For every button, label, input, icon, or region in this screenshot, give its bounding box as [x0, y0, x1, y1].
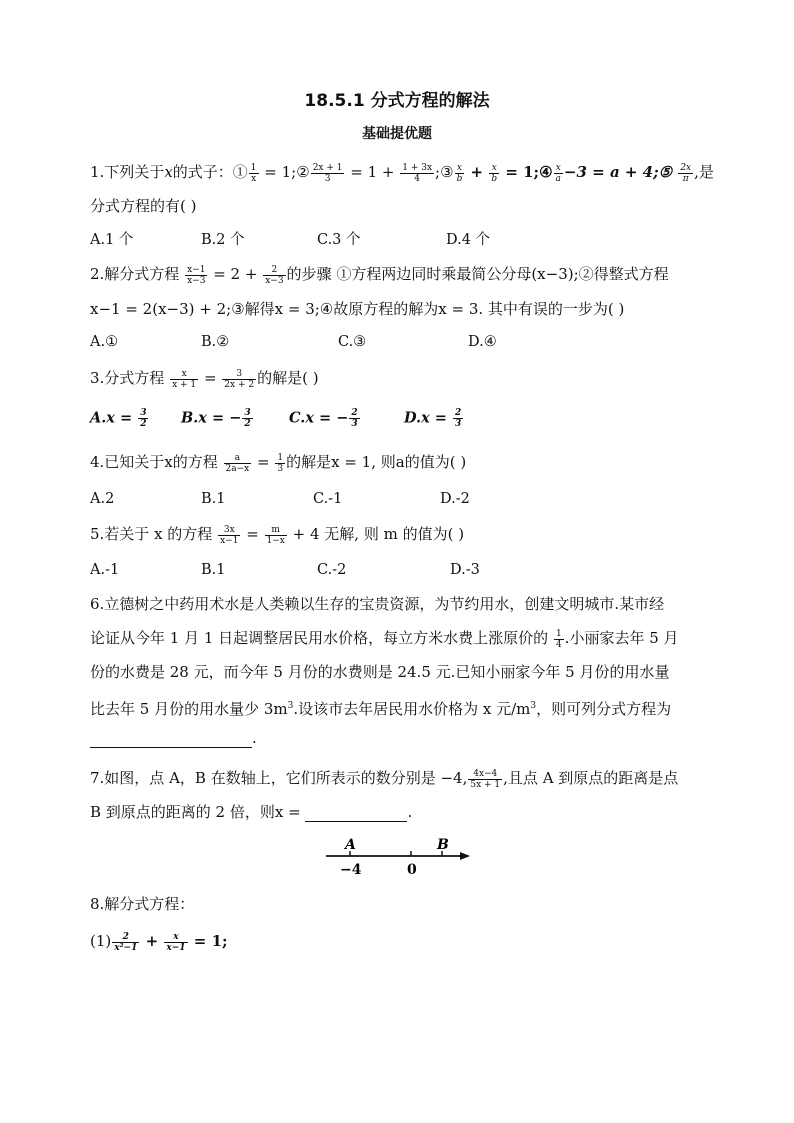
q6-answer-blank[interactable]	[90, 733, 252, 748]
q3-option-b: B.x = − $\frac{3}{2}$	[181, 408, 251, 429]
q3-option-d: D.x = $\frac{2}{3}$	[404, 408, 462, 429]
q1-frac-4: $\frac{x}{b}$	[456, 162, 463, 184]
q1-frac-2: $\frac{2x + 1}{3}$	[312, 162, 343, 184]
page-title: 18.5.1 分式方程的解法	[304, 91, 490, 111]
q4-option-d: D.-2	[440, 491, 470, 507]
q1-eq1: = 1;②	[259, 163, 310, 181]
q1-plus4: +	[465, 163, 489, 181]
section-subtitle: 基础提优题	[362, 126, 432, 142]
q4-option-a: A.2	[90, 491, 115, 507]
q4-frac-1: $\frac{a}{2a-x}$	[225, 452, 250, 474]
q1-eq2: = 1 +	[345, 163, 400, 181]
q2-frac-2: $\frac{2}{x-3}$	[265, 264, 284, 286]
q5-option-a: A.-1	[90, 562, 120, 578]
question-6-line2: 论证从今年 1 月 1 日起调整居民用水价格，每立方米水费上涨原价的 $\frac{1}{4}$ .小丽家去年 5 月	[90, 628, 679, 650]
q1-frac-7: $\frac{2x}{\pi}$	[680, 162, 692, 184]
q1-option-a: A.1 个	[90, 232, 134, 248]
q2-frac-1: $\frac{x-1}{x-3}$	[187, 264, 206, 286]
number-line-arrow-icon	[460, 852, 470, 860]
label-a: A	[345, 837, 356, 853]
q5-frac-2: $\frac{m}{1-x}$	[266, 524, 285, 546]
q2-option-b: B.②	[201, 334, 230, 350]
number-line-figure	[322, 836, 482, 880]
question-5-text: 5.若关于 x 的方程 $\frac{3x}{x-1}$ = $\frac{m}{1-x}$ + 4 无解, 则 m 的值为( )	[90, 524, 465, 546]
question-8-text: 8.解分式方程：	[90, 895, 195, 913]
question-3-text: 3.分式方程 $\frac{x}{x + 1}$ = $\frac{3}{2x + 2}$ 的解是( )	[90, 368, 319, 390]
q1-lead: 1.下列关于	[90, 163, 165, 181]
question-8-part1: (1) $\frac{2}{\text{x²−1}}$ + $\frac{x}{x-1}$ = 1;	[90, 931, 228, 953]
q1-tail: ,是	[694, 163, 714, 181]
q1-option-b: B.2 个	[201, 232, 245, 248]
question-1-text	[90, 162, 714, 184]
question-4-text: 4.已知关于x的方程 $\frac{a}{2a-x}$ = $\frac{1}{3}$ 的解是x = 1, 则a的值为( )	[90, 452, 467, 474]
q3-frac-1: $\frac{x}{x + 1}$	[172, 368, 197, 390]
q1-lead2: 的式子：①	[172, 163, 248, 181]
q3-option-a: A.x = $\frac{3}{2}$	[90, 408, 147, 429]
q7-frac: $\frac{4x-4}{5x + 1}$	[470, 768, 501, 790]
tick-label-minus4: −4	[340, 862, 362, 878]
q1-eq5: = 1;④	[500, 163, 553, 181]
question-6-line1: 6.立德树之中药用术水是人类赖以生存的宝贵资源，为节约用水，创建文明城市.某市经	[90, 595, 665, 613]
q5-option-c: C.-2	[317, 562, 347, 578]
tick-label-zero: 0	[407, 862, 417, 878]
question-6-line4: 比去年 5 月份的用水量少 $3m^3$.设该市去年居民用水价格为 x 元$/m^3$，则可列分式方程为	[90, 700, 672, 718]
q8-frac-2: $\frac{x}{x-1}$	[166, 931, 186, 953]
q2-option-c: C.③	[338, 334, 367, 350]
question-6-answer-line: .	[90, 728, 257, 748]
q1-sep3: ;③	[435, 163, 454, 181]
question-2-line2: x−1 = 2(x−3) + 2;③解得x = 3;④故原方程的解为x = 3. 其中有误的一步为( )	[90, 300, 625, 318]
question-6-line3: 份的水费是 28 元，而今年 5 月份的水费则是 24.5 元.已知小丽家今年 5 月份的用水量	[90, 663, 670, 681]
question-7-line2: B 到原点的距离的 2 倍，则x = .	[90, 803, 413, 821]
q1-eq6: −3 = a + 4;⑤	[563, 163, 678, 181]
q3-option-c: C.x = − $\frac{2}{3}$	[289, 408, 358, 429]
q4-frac-2: $\frac{1}{3}$	[277, 452, 284, 474]
q2-option-a: A.①	[90, 334, 119, 350]
question-7-text: 7.如图，点 A，B 在数轴上，它们所表示的数分别是 −4, $\frac{4x-4}{5x + 1}$ ,且点 A 到原点的距离是点	[90, 768, 679, 790]
q3-frac-2: $\frac{3}{2x + 2}$	[224, 368, 255, 390]
q1-frac-3: $\frac{1 + 3x}{4}$	[402, 162, 433, 184]
q5-option-d: D.-3	[450, 562, 480, 578]
q4-option-c: C.-1	[313, 491, 343, 507]
q8-frac-1: $\frac{2}{\text{x²−1}}$	[114, 931, 138, 953]
label-b: B	[437, 837, 449, 853]
q1-option-d: D.4 个	[446, 232, 491, 248]
q5-option-b: B.1	[201, 562, 226, 578]
q5-frac-1: $\frac{3x}{x-1}$	[220, 524, 239, 546]
q7-answer-blank[interactable]	[305, 807, 407, 822]
q4-option-b: B.1	[201, 491, 226, 507]
q1-frac-6: $\frac{x}{a}$	[555, 162, 561, 184]
q1-frac-1: $\frac{1}{x}$	[250, 162, 257, 184]
q6-frac: $\frac{1}{4}$	[555, 628, 562, 650]
q2-option-d: D.④	[468, 334, 497, 350]
question-2-text: 2.解分式方程 $\frac{x-1}{x-3}$ = 2 + $\frac{2}{x-3}$ 的步骤 ①方程两边同时乘最简公分母(x−3);②得整式方程	[90, 264, 669, 286]
q1-option-c: C.3 个	[317, 232, 361, 248]
q1-var: x	[164, 163, 173, 181]
q1-frac-5: $\frac{x}{b}$	[491, 162, 498, 184]
question-1-line2: 分式方程的有( )	[90, 197, 197, 215]
